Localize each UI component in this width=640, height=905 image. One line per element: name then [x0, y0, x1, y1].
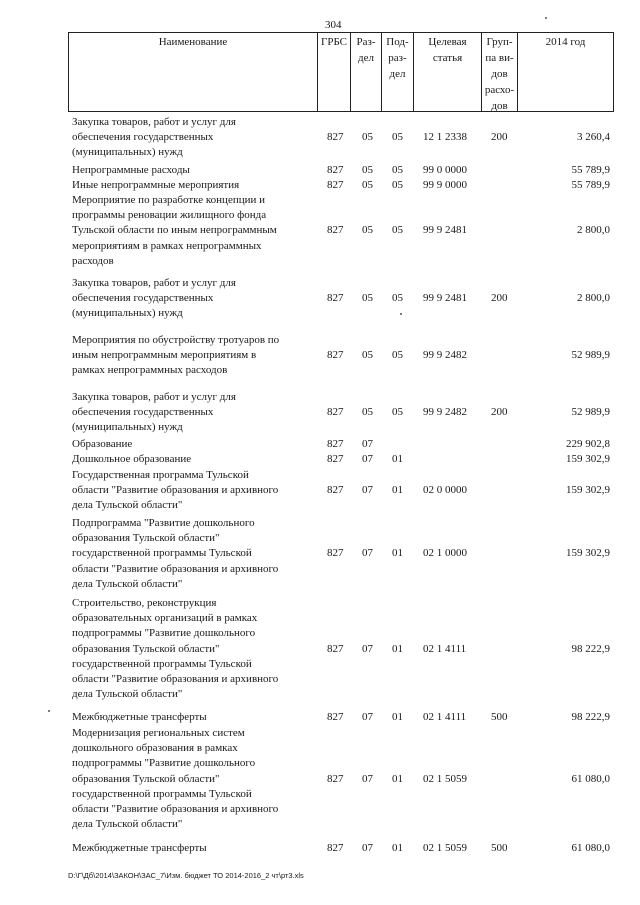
row-name — [72, 452, 316, 467]
header-year — [517, 33, 613, 111]
cell-razdel: 07 — [362, 772, 373, 785]
row-name — [72, 178, 316, 193]
cell-razdel: 05 — [362, 349, 373, 362]
row-name-line: (муниципальных) нужд — [72, 146, 183, 159]
row-name — [72, 390, 316, 436]
scan-speck — [545, 17, 547, 19]
cell-target: 99 9 0000 — [423, 179, 467, 191]
cell-group: 500 — [491, 842, 508, 854]
header-group — [481, 33, 517, 111]
row-name-line: области "Развитие образования и архивного — [72, 803, 279, 816]
cell-amount: 52 989,9 — [571, 406, 610, 419]
header-line: дов — [491, 100, 508, 112]
page-number: 304 — [325, 19, 342, 31]
row-name — [72, 710, 316, 725]
cell-grbs: 827 — [327, 292, 344, 305]
row-name-line: Подпрограмма "Развитие дошкольного — [72, 517, 255, 529]
cell-target: 02 1 0000 — [423, 547, 467, 560]
row-name-line: дела Тульской области" — [72, 499, 183, 512]
header-line: Раз- — [356, 36, 376, 48]
cell-target: 99 0 0000 — [423, 164, 467, 176]
cell-amount: 2 800,0 — [577, 292, 610, 305]
file-path-footer: D:\Г\Дб\2014\ЗАКОН\ЗАС_7\Изм. бюджет ТО 2014-2016_2 чт\рт3.xls — [68, 871, 304, 880]
header-line: Наименование — [158, 36, 228, 48]
row-name-line: Мероприятия по обустройству тротуаров по — [72, 334, 280, 346]
cell-razdel: 05 — [362, 406, 373, 419]
row-name-line: образования Тульской области" — [72, 772, 220, 785]
row-name-line: (муниципальных) нужд — [72, 421, 183, 434]
cell-grbs: 827 — [327, 772, 344, 785]
cell-grbs: 827 — [327, 179, 344, 191]
header-line: дел — [389, 68, 406, 80]
cell-razdel: 07 — [362, 453, 373, 465]
cell-grbs: 827 — [327, 224, 344, 237]
row-name — [72, 437, 316, 452]
cell-grbs: 827 — [327, 164, 344, 176]
cell-razdel: 07 — [362, 547, 373, 560]
cell-grbs: 827 — [327, 406, 344, 419]
row-name-line: дела Тульской области" — [72, 818, 183, 831]
cell-grbs: 827 — [327, 711, 344, 723]
cell-amount: 2 800,0 — [577, 224, 610, 237]
cell-amount: 61 080,0 — [571, 842, 610, 854]
header-line: ГРБС — [320, 36, 348, 48]
cell-razdel: 05 — [362, 292, 373, 305]
header-target — [413, 33, 481, 111]
row-name-line: Государственная программа Тульской — [72, 469, 249, 481]
row-name-line: образовательных организаций в рамках — [72, 612, 258, 625]
row-name-line: обеспечения государственных — [72, 406, 214, 419]
cell-grbs: 827 — [327, 349, 344, 362]
cell-amount: 159 302,9 — [566, 484, 610, 497]
row-name — [72, 193, 316, 269]
cell-target: 99 9 2481 — [423, 292, 467, 305]
header-podrazdel — [381, 33, 413, 111]
row-name-line: образования Тульской области" — [72, 642, 220, 655]
row-name — [72, 276, 316, 322]
cell-podrazdel: 01 — [392, 484, 403, 497]
cell-podrazdel: 01 — [392, 711, 403, 723]
cell-amount: 55 789,9 — [571, 164, 610, 176]
cell-amount: 3 260,4 — [577, 131, 610, 144]
row-name-line: Закупка товаров, работ и услуг для — [72, 277, 236, 289]
cell-group: 500 — [491, 711, 508, 723]
cell-razdel: 07 — [362, 642, 373, 655]
row-name-line: дела Тульской области" — [72, 688, 183, 701]
header-line: статья — [432, 52, 463, 64]
cell-grbs: 827 — [327, 131, 344, 144]
cell-target: 02 1 4111 — [423, 642, 467, 655]
table-header — [68, 32, 614, 112]
cell-amount: 98 222,9 — [571, 642, 610, 655]
row-name-line: мероприятиям в рамках непрограммных — [72, 239, 262, 252]
cell-amount: 61 080,0 — [571, 772, 610, 785]
cell-target: 02 0 0000 — [423, 484, 467, 497]
header-line: па ви- — [485, 52, 514, 64]
cell-target: 99 9 2482 — [423, 349, 467, 362]
row-name-line: Образование — [72, 438, 133, 450]
cell-podrazdel: 05 — [392, 292, 403, 305]
cell-razdel: 05 — [362, 131, 373, 144]
header-line: Под- — [386, 36, 409, 48]
cell-group: 200 — [491, 131, 508, 144]
row-name-line: подпрограммы "Развитие дошкольного — [72, 627, 256, 640]
cell-grbs: 827 — [327, 484, 344, 497]
cell-grbs: 827 — [327, 547, 344, 560]
row-name-line: обеспечения государственных — [72, 131, 214, 144]
row-name-line: дела Тульской области" — [72, 577, 183, 590]
cell-razdel: 07 — [362, 711, 373, 723]
row-name-line: Иные непрограммные мероприятия — [72, 179, 240, 191]
cell-razdel: 05 — [362, 164, 373, 176]
header-razdel — [350, 33, 381, 111]
scan-speck — [400, 313, 402, 315]
cell-grbs: 827 — [327, 453, 344, 465]
row-name-line: Закупка товаров, работ и услуг для — [72, 116, 236, 128]
header-grbs — [317, 33, 350, 111]
cell-grbs: 827 — [327, 842, 344, 854]
row-name-line: Строительство, реконструкция — [72, 597, 217, 609]
cell-group: 200 — [491, 292, 508, 305]
header-line: дел — [358, 52, 374, 64]
row-name-line: иным непрограммным мероприятиям в — [72, 349, 257, 362]
cell-razdel: 07 — [362, 842, 373, 854]
row-name-line: Мероприятие по разработке концепции и — [72, 194, 266, 206]
row-name-line: области "Развитие образования и архивного — [72, 673, 279, 686]
cell-target: 02 1 5059 — [423, 772, 467, 785]
cell-podrazdel: 01 — [392, 642, 403, 655]
row-name-line: (муниципальных) нужд — [72, 307, 183, 320]
row-name — [72, 596, 316, 702]
cell-amount: 55 789,9 — [571, 179, 610, 191]
row-name-line: подпрограммы "Развитие дошкольного — [72, 757, 256, 770]
row-name-line: Межбюджетные трансферты — [72, 711, 207, 723]
cell-podrazdel: 05 — [392, 349, 403, 362]
cell-podrazdel: 05 — [392, 179, 403, 191]
row-name-line: расходов — [72, 254, 114, 267]
header-line: Груп- — [486, 36, 513, 48]
cell-razdel: 07 — [362, 484, 373, 497]
header-line: расхо- — [484, 84, 515, 96]
cell-amount: 98 222,9 — [571, 711, 610, 723]
row-name — [72, 115, 316, 161]
cell-amount: 52 989,9 — [571, 349, 610, 362]
row-name — [72, 726, 316, 832]
row-name-line: программы реновации жилищного фонда — [72, 209, 267, 222]
cell-target: 02 1 5059 — [423, 842, 467, 854]
cell-podrazdel: 01 — [392, 453, 403, 465]
row-name-line: Дошкольное образование — [72, 453, 192, 465]
header-line: 2014 год — [545, 36, 586, 48]
cell-podrazdel: 05 — [392, 224, 403, 237]
row-name-line: Закупка товаров, работ и услуг для — [72, 391, 236, 403]
row-name — [72, 516, 316, 592]
cell-amount: 159 302,9 — [566, 453, 610, 465]
cell-podrazdel: 05 — [392, 164, 403, 176]
row-name-line: обеспечения государственных — [72, 292, 214, 305]
row-name-line: Межбюджетные трансферты — [72, 842, 207, 854]
cell-amount: 159 302,9 — [566, 547, 610, 560]
cell-podrazdel: 05 — [392, 406, 403, 419]
cell-grbs: 827 — [327, 642, 344, 655]
row-name — [72, 333, 316, 379]
row-name — [72, 468, 316, 514]
scan-speck — [48, 710, 50, 712]
cell-podrazdel: 01 — [392, 842, 403, 854]
row-name-line: области "Развитие образования и архивного — [72, 562, 279, 575]
cell-razdel: 05 — [362, 179, 373, 191]
cell-target: 99 9 2481 — [423, 224, 467, 237]
cell-target: 02 1 4111 — [423, 711, 467, 723]
header-line: раз- — [388, 52, 407, 64]
cell-group: 200 — [491, 406, 508, 419]
row-name-line: Модернизация региональных систем — [72, 727, 245, 739]
cell-grbs: 827 — [327, 438, 344, 450]
cell-podrazdel: 01 — [392, 772, 403, 785]
cell-target: 99 9 2482 — [423, 406, 467, 419]
row-name-line: рамках непрограммных расходов — [72, 364, 228, 377]
row-name-line: области "Развитие образования и архивного — [72, 484, 279, 497]
header-line: дов — [491, 68, 508, 80]
row-name-line: Непрограммные расходы — [72, 164, 190, 176]
row-name-line: образования Тульской области" — [72, 532, 220, 545]
cell-razdel: 05 — [362, 224, 373, 237]
row-name-line: государственной программы Тульской — [72, 787, 252, 800]
header-name — [69, 33, 317, 111]
cell-podrazdel: 01 — [392, 547, 403, 560]
row-name-line: дошкольного образования в рамках — [72, 742, 238, 755]
row-name-line: государственной программы Тульской — [72, 547, 252, 560]
cell-razdel: 07 — [362, 438, 373, 450]
row-name-line: Тульской области по иным непрограммным — [72, 224, 277, 237]
row-name-line: государственной программы Тульской — [72, 657, 252, 670]
row-name — [72, 163, 316, 178]
row-name — [72, 841, 316, 856]
header-line: Целевая — [428, 36, 467, 48]
cell-amount: 229 902,8 — [566, 438, 610, 450]
cell-podrazdel: 05 — [392, 131, 403, 144]
cell-target: 12 1 2338 — [423, 131, 467, 144]
